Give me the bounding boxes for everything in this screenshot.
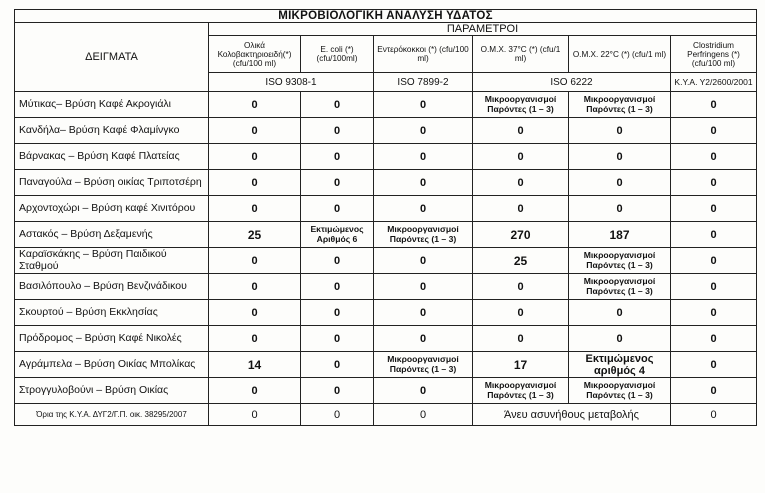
results-table <box>14 9 757 426</box>
parameters-header: ΠΑΡΑΜΕΤΡΟΙ <box>209 23 757 36</box>
result-cell: Μικροοργανισμοί Παρόντες (1 – 3) <box>569 92 671 118</box>
table-title: ΜΙΚΡΟΒΙΟΛΟΓΙΚΗ ΑΝΑΛΥΣΗ ΥΔΑΤΟΣ <box>15 10 757 23</box>
sample-name: Βασιλόπουλο – Βρύση Βενζινάδικου <box>15 274 209 300</box>
result-cell: 0 <box>374 274 473 300</box>
sample-name: Σκουρτού – Βρύση Εκκλησίας <box>15 300 209 326</box>
sample-name: Αρχοντοχώρι – Βρύση καφέ Χινιτόρου <box>15 196 209 222</box>
result-cell: 0 <box>671 274 757 300</box>
table-row <box>15 92 757 118</box>
limit-omx: Άνευ ασυνήθους μεταβολής <box>473 404 671 426</box>
result-cell: 0 <box>374 248 473 274</box>
result-cell: Εκτιμώμενος αριθμός 4 <box>569 352 671 378</box>
table-row <box>15 378 757 404</box>
result-cell: 0 <box>209 326 301 352</box>
table-row <box>15 326 757 352</box>
result-cell: Μικροοργανισμοί Παρόντες (1 – 3) <box>374 222 473 248</box>
result-cell: 0 <box>671 118 757 144</box>
result-cell: 0 <box>569 300 671 326</box>
column-header: Ο.Μ.Χ. 37°C (*) (cfu/1 ml) <box>473 36 569 73</box>
result-cell: 0 <box>569 144 671 170</box>
result-cell: Μικροοργανισμοί Παρόντες (1 – 3) <box>473 92 569 118</box>
limit-ecoli: 0 <box>301 404 374 426</box>
result-cell: 0 <box>473 170 569 196</box>
table-row <box>15 300 757 326</box>
result-cell: 0 <box>301 144 374 170</box>
result-cell: 0 <box>671 378 757 404</box>
samples-header: ΔΕΙΓΜΑΤΑ <box>15 23 209 92</box>
table-row <box>15 144 757 170</box>
result-cell: Μικροοργανισμοί Παρόντες (1 – 3) <box>569 274 671 300</box>
sample-name: Βάρνακας – Βρύση Καφέ Πλατείας <box>15 144 209 170</box>
result-cell: Μικροοργανισμοί Παρόντες (1 – 3) <box>569 248 671 274</box>
limits-row <box>15 404 757 426</box>
result-cell: 0 <box>473 274 569 300</box>
results-body <box>15 92 757 404</box>
result-cell: 0 <box>209 196 301 222</box>
result-cell: 0 <box>473 118 569 144</box>
result-cell: 0 <box>473 300 569 326</box>
sample-name: Στρογγυλοβούνι – Βρύση Οικίας <box>15 378 209 404</box>
sample-name: Μύτικας– Βρύση Καφέ Ακρογιάλι <box>15 92 209 118</box>
result-cell: 0 <box>671 170 757 196</box>
result-cell: 0 <box>473 144 569 170</box>
result-cell: 0 <box>671 222 757 248</box>
sample-name: Κανδήλα– Βρύση Καφέ Φλαμίνγκο <box>15 118 209 144</box>
sample-name: Παναγούλα – Βρύση οικίας Τριποτσέρη <box>15 170 209 196</box>
result-cell: 0 <box>209 274 301 300</box>
standard-iso-9308: ISO 9308-1 <box>209 73 374 92</box>
standard-iso-7899: ISO 7899-2 <box>374 73 473 92</box>
column-header: Clostridium Perfringens (*) (cfu/100 ml) <box>671 36 757 73</box>
table-row <box>15 248 757 274</box>
result-cell: 0 <box>671 196 757 222</box>
result-cell: 0 <box>209 118 301 144</box>
result-cell: 0 <box>209 92 301 118</box>
result-cell: 0 <box>671 92 757 118</box>
column-header: Ο.Μ.Χ. 22°C (*) (cfu/1 ml) <box>569 36 671 73</box>
result-cell: 0 <box>209 170 301 196</box>
result-cell: 0 <box>301 248 374 274</box>
result-cell: Μικροοργανισμοί Παρόντες (1 – 3) <box>569 378 671 404</box>
result-cell: 0 <box>374 196 473 222</box>
result-cell: 0 <box>209 378 301 404</box>
result-cell: 0 <box>209 248 301 274</box>
result-cell: 0 <box>374 326 473 352</box>
result-cell: 17 <box>473 352 569 378</box>
result-cell: 270 <box>473 222 569 248</box>
sample-name: Αστακός – Βρύση Δεξαμενής <box>15 222 209 248</box>
result-cell: 0 <box>671 352 757 378</box>
standard-iso-6222: ISO 6222 <box>473 73 671 92</box>
limit-enterococci: 0 <box>374 404 473 426</box>
standard-kya: Κ.Υ.Α. Υ2/2600/2001 <box>671 73 757 92</box>
result-cell: 0 <box>374 92 473 118</box>
table-row <box>15 352 757 378</box>
table-row <box>15 196 757 222</box>
result-cell: 0 <box>569 118 671 144</box>
result-cell: 0 <box>374 378 473 404</box>
result-cell: 0 <box>374 118 473 144</box>
table-row <box>15 118 757 144</box>
sample-name: Καραϊσκάκης – Βρύση Παιδικού Σταθμού <box>15 248 209 274</box>
result-cell: 0 <box>301 118 374 144</box>
result-cell: 0 <box>374 300 473 326</box>
result-cell: 0 <box>301 274 374 300</box>
result-cell: 0 <box>473 196 569 222</box>
result-cell: 0 <box>301 300 374 326</box>
limits-label: Όρια της Κ.Υ.Α. ΔΥΓ2/Γ.Π. οικ. 38295/2007 <box>15 404 209 426</box>
sample-name: Πρόδρομος – Βρύση Καφέ Νικολές <box>15 326 209 352</box>
limit-clostridium: 0 <box>671 404 757 426</box>
column-header: Εντερόκοκκοι (*) (cfu/100 ml) <box>374 36 473 73</box>
result-cell: 0 <box>301 170 374 196</box>
result-cell: 0 <box>209 300 301 326</box>
column-header: Ολικά Κολοβακτηριοειδή(*) (cfu/100 ml) <box>209 36 301 73</box>
table-row <box>15 222 757 248</box>
table-row <box>15 274 757 300</box>
result-cell: 0 <box>569 326 671 352</box>
result-cell: 0 <box>473 326 569 352</box>
result-cell: Μικροοργανισμοί Παρόντες (1 – 3) <box>374 352 473 378</box>
result-cell: 0 <box>671 326 757 352</box>
result-cell: 0 <box>301 352 374 378</box>
result-cell: 0 <box>301 196 374 222</box>
result-cell: Μικροοργανισμοί Παρόντες (1 – 3) <box>473 378 569 404</box>
sample-name: Αγράμπελα – Βρύση Οικίας Μπολίκας <box>15 352 209 378</box>
table-row <box>15 170 757 196</box>
result-cell: 0 <box>209 144 301 170</box>
limit-coliforms: 0 <box>209 404 301 426</box>
result-cell: 0 <box>671 300 757 326</box>
result-cell: 0 <box>671 144 757 170</box>
result-cell: 0 <box>569 170 671 196</box>
result-cell: 0 <box>301 378 374 404</box>
result-cell: 0 <box>374 144 473 170</box>
column-header: E. coli (*) (cfu/100ml) <box>301 36 374 73</box>
result-cell: 0 <box>671 248 757 274</box>
result-cell: 0 <box>569 196 671 222</box>
result-cell: 25 <box>473 248 569 274</box>
result-cell: 187 <box>569 222 671 248</box>
result-cell: 0 <box>374 170 473 196</box>
result-cell: 25 <box>209 222 301 248</box>
result-cell: Εκτιμώμενος Αριθμός 6 <box>301 222 374 248</box>
result-cell: 0 <box>301 92 374 118</box>
result-cell: 14 <box>209 352 301 378</box>
result-cell: 0 <box>301 326 374 352</box>
